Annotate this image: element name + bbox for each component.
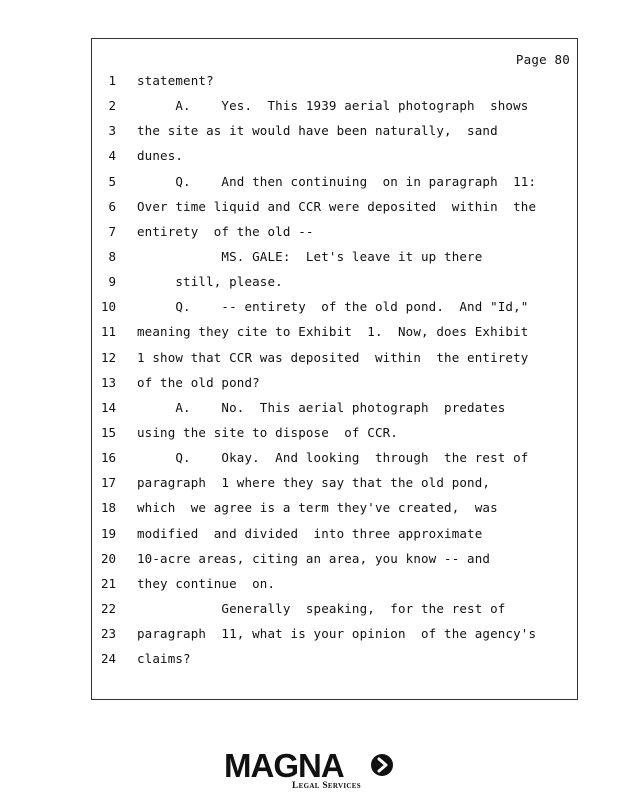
chevron-right-icon <box>371 754 393 776</box>
transcript-line <box>92 224 577 249</box>
line-number: 14 <box>100 399 116 415</box>
transcript-line <box>92 450 577 475</box>
line-number: 20 <box>100 550 116 566</box>
line-text: A. Yes. This 1939 aerial photograph shows <box>137 98 529 114</box>
line-number: 4 <box>108 148 116 164</box>
line-number: 17 <box>100 475 116 491</box>
line-text: the site as it would have been naturally, sand <box>137 123 498 139</box>
line-number: 13 <box>100 374 116 390</box>
line-text: paragraph 11, what is your opinion of the agency's <box>137 626 537 642</box>
transcript-line <box>92 551 577 576</box>
logo-tagline: Legal Services <box>292 781 361 791</box>
magna-logo <box>224 748 399 793</box>
line-number: 18 <box>100 500 116 516</box>
transcript-line <box>92 375 577 400</box>
line-number: 23 <box>100 626 116 642</box>
line-text: still, please. <box>137 274 283 290</box>
transcript-line <box>92 526 577 551</box>
line-text: 10-acre areas, citing an area, you know -- and <box>137 550 491 566</box>
transcript-line <box>92 123 577 148</box>
transcript-line <box>92 475 577 500</box>
line-number: 19 <box>100 525 116 541</box>
line-text: MS. GALE: Let's leave it up there <box>137 248 483 264</box>
line-text: Q. Okay. And looking through the rest of <box>137 450 529 466</box>
transcript-line <box>92 576 577 601</box>
transcript-line <box>92 299 577 324</box>
line-number: 11 <box>100 324 116 340</box>
transcript-line <box>92 400 577 425</box>
line-number: 15 <box>100 424 116 440</box>
transcript-line <box>92 626 577 651</box>
line-number: 24 <box>100 651 116 667</box>
transcript-line <box>92 148 577 173</box>
transcript-line <box>92 324 577 349</box>
transcript-line <box>92 500 577 525</box>
line-text: meaning they cite to Exhibit 1. Now, does Exhibit <box>137 324 529 340</box>
transcript-line <box>92 199 577 224</box>
line-text: statement? <box>137 73 214 88</box>
line-text: using the site to dispose of CCR. <box>137 424 398 440</box>
line-text: Q. -- entirety of the old pond. And "Id," <box>137 299 529 315</box>
line-number: 3 <box>108 123 116 139</box>
transcript-line <box>92 73 577 98</box>
line-text: modified and divided into three approximate <box>137 525 483 541</box>
line-text: they continue on. <box>137 575 276 591</box>
line-number: 22 <box>100 600 116 616</box>
line-text: claims? <box>137 651 191 667</box>
line-number: 7 <box>108 223 116 239</box>
line-text: Q. And then continuing on in paragraph 11: <box>137 173 537 189</box>
transcript-line <box>92 425 577 450</box>
transcript-line <box>92 350 577 375</box>
transcript-line <box>92 651 577 676</box>
line-number: 8 <box>108 248 116 264</box>
line-number: 2 <box>108 98 116 114</box>
line-text: 1 show that CCR was deposited within the entirety <box>137 349 529 365</box>
line-number: 1 <box>108 73 116 88</box>
line-number: 6 <box>108 198 116 214</box>
line-number: 5 <box>108 173 116 189</box>
transcript-line <box>92 274 577 299</box>
transcript-lines <box>92 73 577 676</box>
line-text: A. No. This aerial photograph predates <box>137 399 506 415</box>
line-number: 9 <box>108 274 116 290</box>
transcript-line <box>92 249 577 274</box>
line-text: dunes. <box>137 148 184 164</box>
line-text: Over time liquid and CCR were deposited within the <box>137 198 537 214</box>
line-text: Generally speaking, for the rest of <box>137 600 506 616</box>
transcript-page <box>91 38 578 700</box>
line-number: 16 <box>100 450 116 466</box>
line-number: 21 <box>100 575 116 591</box>
line-number: 10 <box>100 299 116 315</box>
line-number: 12 <box>100 349 116 365</box>
line-text: entirety of the old -- <box>137 223 314 239</box>
page-number: Page 80 <box>515 52 570 67</box>
line-text: of the old pond? <box>137 374 260 390</box>
transcript-line <box>92 174 577 199</box>
logo-wordmark: MAGNA <box>224 747 344 784</box>
line-text: which we agree is a term they've created, was <box>137 500 498 516</box>
transcript-line <box>92 601 577 626</box>
transcript-line <box>92 98 577 123</box>
line-text: paragraph 1 where they say that the old pond, <box>137 475 491 491</box>
